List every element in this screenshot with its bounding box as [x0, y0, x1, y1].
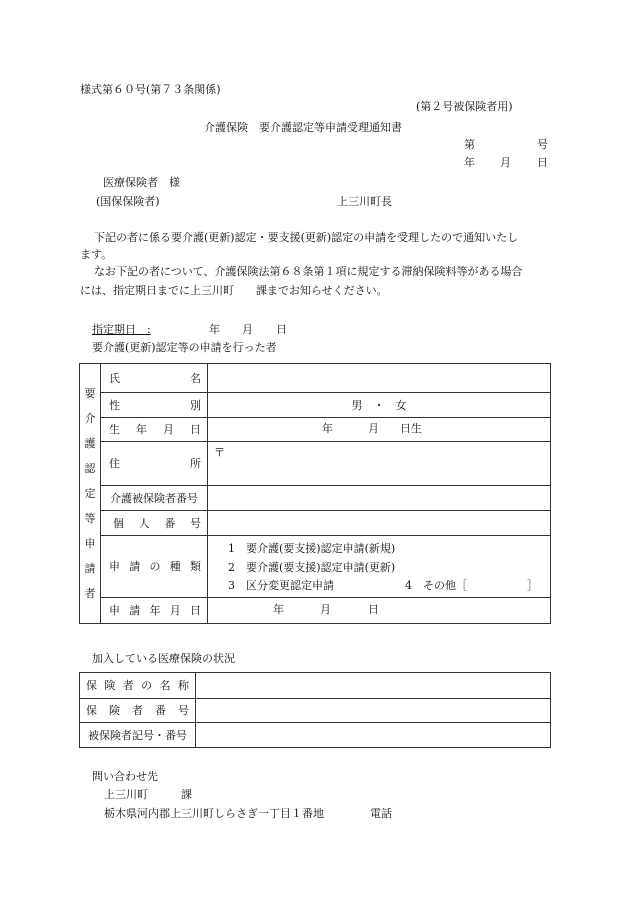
- birth-month: 月: [368, 421, 379, 435]
- app-date-year: 年: [273, 602, 284, 616]
- gender-label: 性 別: [101, 393, 208, 418]
- date-day: 日: [537, 156, 548, 169]
- contact-address: 栃木県河内郡上三川町しらさぎ一丁目１番地: [104, 807, 324, 820]
- addressee-sub: (国保保険者): [96, 195, 160, 208]
- body-para1-line1: 下記の者に係る要介護(更新)認定・要支援(更新)認定の申請を受理したので通知いたし: [94, 231, 519, 244]
- insurance-table: [79, 672, 551, 748]
- category-label: (第２号被保険者用): [416, 100, 513, 113]
- insured-number-label: 介護被保険者番号: [101, 486, 208, 511]
- date-month: 月: [500, 156, 511, 169]
- form-number: 様式第６０号(第７３条関係): [80, 83, 221, 96]
- body-para2-line2: には、指定期日までに上三川町 課までお知らせください。: [80, 284, 388, 297]
- contact-tel: 電話: [370, 807, 392, 820]
- address-label: 住 所: [101, 442, 208, 486]
- insured-number-field[interactable]: [208, 486, 551, 511]
- app-type-1[interactable]: 1 要介護(要支援)認定申請(新規): [228, 541, 396, 555]
- address-field[interactable]: [208, 442, 551, 486]
- deadline-year: 年: [209, 323, 220, 336]
- body-para1-line2: ます。: [80, 248, 113, 261]
- app-type-4[interactable]: 4 その他［: [405, 578, 467, 592]
- app-type-4-end: ］: [527, 578, 538, 592]
- contact-town: 上三川町: [104, 788, 148, 801]
- number-label: 第: [464, 138, 475, 151]
- contact-dept: 課: [181, 788, 192, 801]
- number-suffix: 号: [537, 138, 548, 151]
- app-date-month: 月: [320, 602, 331, 616]
- body-para2-line1: なお下記の者について、介護保険法第６８条第１項に規定する滞納保険料等がある場合: [94, 265, 523, 278]
- insurer-number-label: 保 険 者 番 号: [80, 699, 196, 723]
- postal-mark: 〒: [214, 446, 225, 459]
- deadline-month: 月: [242, 323, 253, 336]
- name-field[interactable]: [208, 364, 551, 393]
- issuer: 上三川町長: [337, 195, 392, 208]
- birth-year: 年: [322, 421, 333, 435]
- birth-field[interactable]: [208, 418, 551, 442]
- deadline-line: [92, 324, 294, 335]
- applicant-section-title: 要介護(更新)認定等の申請を行った者: [92, 341, 277, 354]
- insured-symbol-field[interactable]: [196, 723, 551, 748]
- date-year: 年: [464, 156, 475, 169]
- insurer-number-field[interactable]: [196, 699, 551, 723]
- app-date-label: 申 請 年 月 日: [101, 598, 208, 624]
- applicant-table: [79, 363, 551, 624]
- page-title: 介護保険 要介護認定等申請受理通知書: [204, 121, 402, 134]
- app-type-label: 申 請 の 種 類: [101, 536, 208, 598]
- addressee-name: 医療保険者 様: [103, 176, 180, 189]
- app-type-3[interactable]: 3 区分変更認定申請: [228, 578, 334, 592]
- name-label: 氏 名: [101, 364, 208, 393]
- birth-day: 日生: [400, 421, 422, 435]
- personal-number-field[interactable]: [208, 511, 551, 536]
- insurer-name-field[interactable]: [196, 673, 551, 699]
- deadline-day: 日: [276, 323, 287, 336]
- app-date-field[interactable]: [208, 598, 551, 624]
- app-date-day: 日: [368, 602, 379, 616]
- insurer-name-label: 保 険 者 の 名 称: [80, 673, 196, 699]
- birth-label: 生 年 月 日: [101, 418, 208, 442]
- insurance-section-title: 加入している医療保険の状況: [92, 652, 235, 665]
- gender-value[interactable]: 男 ・ 女: [208, 393, 551, 418]
- applicant-side-label: 要 介 護 認 定 等 申 請 者: [80, 364, 101, 624]
- personal-number-label: 個 人 番 号: [101, 511, 208, 536]
- app-type-options: [208, 536, 551, 598]
- insured-symbol-label: 被保険者記号・番号: [80, 723, 196, 748]
- contact-title: 問い合わせ先: [92, 770, 158, 783]
- deadline-label: 指定期日 :: [92, 323, 151, 336]
- app-type-2[interactable]: 2 要介護(要支援)認定申請(更新): [228, 560, 396, 574]
